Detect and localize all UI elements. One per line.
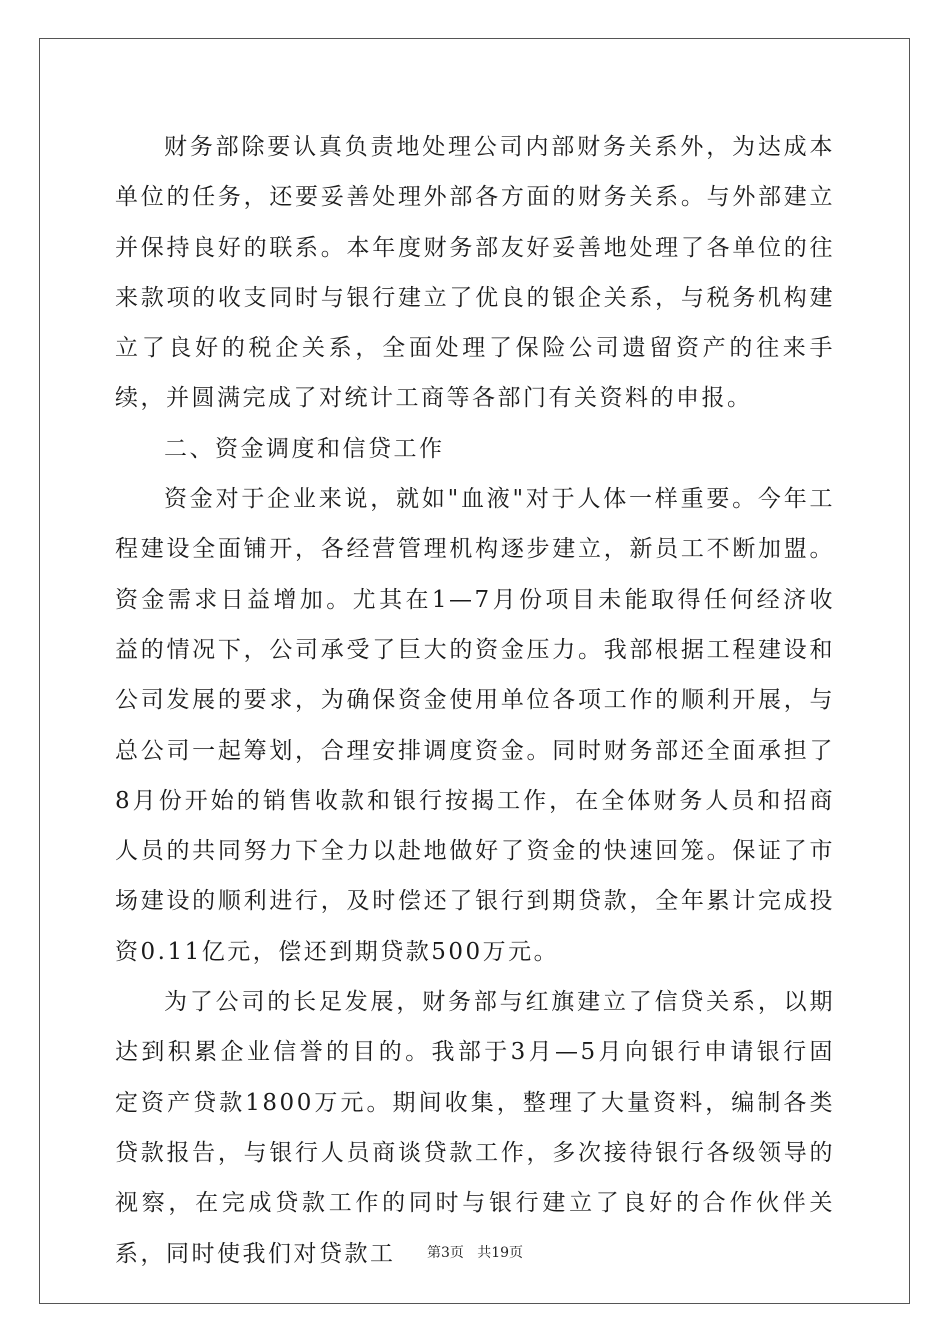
document-body — [115, 122, 835, 1279]
paragraph-fund-dispatch: 资金对于企业来说，就如"血液"对于人体一样重要。今年工程建设全面铺开，各经营管理机构逐步建立，新员工不断加盟。资金需求日益增加。尤其在1—7月份项目未能取得任何经济收益的情况下，公司承受了巨大的资金压力。我部根据工程建设和公司发展的要求，为确保资金使用单位各项工作的顺利开展，与总公司一起筹划，合理安排调度资金。同时财务部还全面承担了8月份开始的销售收款和银行按揭工作，在全体财务人员和招商人员的共同努力下全力以赴地做好了资金的快速回笼。保证了市场建设的顺利进行，及时偿还了银行到期贷款，全年累计完成投资0.11亿元，偿还到期贷款500万元。 — [115, 486, 835, 965]
page-number-footer: 第3页 共19页 — [426, 1245, 524, 1261]
section-heading-funds-credit: 二、资金调度和信贷工作 — [164, 435, 445, 462]
paragraph-external-relations: 财务部除要认真负责地处理公司内部财务关系外，为达成本单位的任务，还要妥善处理外部各方面的财务关系。与外部建立并保持良好的联系。本年度财务部友好妥善地处理了各单位的往来款项的收支同时与银行建立了优良的银企关系，与税务机构建立了良好的税企关系，全面处理了保险公司遗留资产的往来手续，并圆满完成了对统计工商等各部门有关资料的申报。 — [115, 134, 835, 412]
paragraph-credit-relations: 为了公司的长足发展，财务部与红旗建立了信贷关系，以期达到积累企业信誉的目的。我部于3月—5月向银行申请银行固定资产贷款1800万元。期间收集，整理了大量资料，编制各类贷款报告，与银行人员商谈贷款工作，多次接待银行各级领导的视察，在完成贷款工作的同时与银行建立了良好的合作伙伴关系，同时使我们对贷款工 — [115, 989, 835, 1267]
